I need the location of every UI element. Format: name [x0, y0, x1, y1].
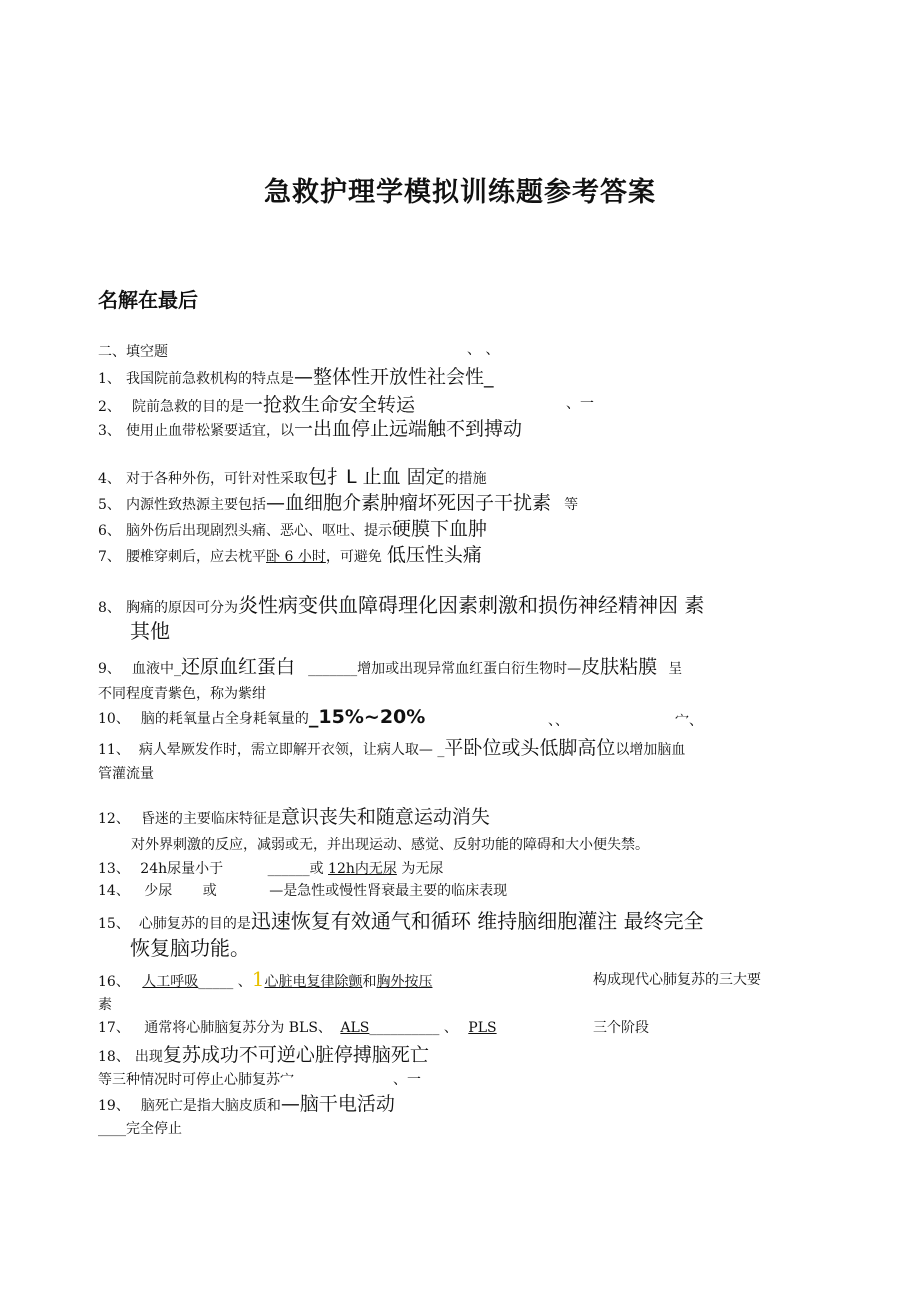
answer: 皮肤粘膜 — [581, 656, 658, 678]
question-16-tail: 构成现代心肺复苏的三大要 — [593, 972, 761, 988]
question-number: 10、 — [98, 711, 130, 727]
question-14 — [98, 880, 507, 900]
section-label: 二、填空题 — [98, 344, 168, 360]
answer: 复苏成功不可逆心脏停搏脑死亡 — [162, 1044, 429, 1066]
question-text: 腰椎穿刺后，应去枕平 — [126, 549, 267, 565]
question-text: 脑的耗氧量占全身耗氧量的 — [140, 711, 309, 727]
blank: _____ — [198, 974, 234, 990]
answer-2: 心脏电复律除颤 — [264, 974, 363, 990]
answer: 迅速恢复有效通气和循环 维持脑细胞灌注 最终完全 — [250, 909, 704, 933]
answer-tail: 的措施 — [444, 471, 487, 487]
question-number: 11、 — [98, 742, 130, 758]
answer-1: ALS — [340, 1020, 370, 1036]
answer-tail: 以增加脑血 — [615, 742, 686, 758]
answer-underlined: 卧 6 小时 — [266, 549, 326, 565]
answer-2: PLS — [468, 1020, 497, 1036]
question-7 — [98, 540, 482, 567]
question-19-line2 — [98, 1118, 182, 1138]
question-4 — [98, 462, 487, 489]
question-number: 7、 — [98, 549, 121, 565]
question-number: 17、 — [98, 1020, 130, 1036]
answer-underlined: 12h内无尿 — [328, 861, 397, 877]
question-text: 少尿 — [144, 883, 173, 899]
question-text: 脑死亡是指大脑皮质和 — [140, 1098, 281, 1114]
answer: —整体性开放性社会性_ — [294, 366, 494, 388]
answer: 炎性病变供血障碍理化因素刺激和损伤神经精神因 素 — [238, 593, 705, 617]
separator: 、 — [443, 1020, 458, 1036]
question-15-line2: 恢复脑功能。 — [130, 936, 250, 960]
question-10-tail2: 宀、 — [675, 713, 703, 729]
question-number: 5、 — [98, 497, 121, 513]
answer: 意识丧失和随意运动消失 — [280, 806, 490, 828]
question-10-tail1: 、、 — [548, 713, 569, 729]
answer: 包扌L 止血 固定 — [308, 466, 445, 488]
answer: 还原血红蛋白 — [181, 656, 296, 678]
question-number: 2、 — [98, 399, 121, 415]
question-12-line2: 对外界刺激的反应，减弱或无，并出现运动、感觉、反射功能的障碍和大小便失禁。 — [131, 837, 649, 853]
question-text: 昏迷的主要临床特征是 — [140, 811, 281, 827]
question-number: 15、 — [98, 916, 130, 932]
question-text: 病人晕厥发作时，需立即解开衣领，让病人取— _ — [138, 742, 445, 758]
page-title: 急救护理学模拟训练题参考答案 — [264, 177, 656, 208]
question-text: 内源性致热源主要包括 — [126, 497, 267, 513]
question-text: 血液中_ — [132, 661, 182, 677]
question-number: 9、 — [98, 661, 121, 677]
question-1 — [98, 362, 494, 389]
answer: 一出血停止远端触不到搏动 — [294, 418, 523, 440]
question-number: 3、 — [98, 423, 121, 439]
answer: 硬膜下血肿 — [392, 518, 488, 540]
question-13 — [98, 858, 443, 878]
question-17-tail: 三个阶段 — [593, 1020, 649, 1036]
question-number: 12、 — [98, 811, 130, 827]
answer-tail: 呈 — [668, 661, 683, 677]
question-text-mid: 或 — [309, 861, 324, 877]
section-heading: 名解在最后 — [98, 288, 198, 312]
separator: 、 — [237, 974, 252, 990]
question-18 — [98, 1040, 429, 1067]
question-text: 使用止血带松紧要适宜，以 — [126, 423, 295, 439]
question-3 — [98, 414, 522, 441]
question-12 — [98, 802, 490, 829]
question-6 — [98, 514, 487, 541]
question-number: 14、 — [98, 883, 130, 899]
answer: —血细胞介素肿瘤坏死因子干扰素 — [266, 492, 552, 514]
question-16-line2: 素 — [98, 997, 112, 1013]
yellow-mark: 1 — [251, 967, 265, 991]
question-number: 16、 — [98, 974, 130, 990]
answer: —脑干电活动 — [280, 1093, 395, 1115]
answer-tail: 为无尿 — [401, 861, 444, 877]
question-number: 13、 — [98, 861, 130, 877]
blank: ____ — [98, 1121, 126, 1137]
question-number: 1、 — [98, 371, 121, 387]
answer-tail: —是急性或慢性肾衰最主要的临床表现 — [269, 883, 508, 899]
question-number: 6、 — [98, 523, 121, 539]
question-text: 脑外伤后出现剧烈头痛、恶心、呕吐、提示 — [126, 523, 393, 539]
question-17 — [98, 1017, 497, 1037]
question-text: 24h尿量小于 — [140, 861, 224, 877]
conjunction: 和 — [362, 974, 377, 990]
answer: 平卧位或头低脚高位 — [444, 737, 616, 759]
question-5 — [98, 488, 578, 515]
question-2-tail: 、一 — [566, 396, 594, 412]
question-9-line2: 不同程度青紫色，称为紫绀 — [98, 686, 266, 702]
question-2 — [98, 390, 415, 417]
blank: __________ — [369, 1020, 440, 1036]
question-text: 胸痛的原因可分为 — [126, 600, 239, 616]
question-number: 18、 — [98, 1049, 130, 1065]
question-text-mid: 或 — [202, 883, 217, 899]
blank: ______ — [267, 861, 310, 877]
question-text: 心肺复苏的目的是 — [138, 916, 251, 932]
question-15 — [98, 905, 704, 934]
answer: 一抢救生命安全转运 — [244, 394, 416, 416]
question-19-text: 完全停止 — [126, 1121, 182, 1137]
question-9 — [98, 652, 682, 679]
question-11 — [98, 733, 685, 760]
answer-3: 胸外按压 — [376, 974, 433, 990]
blank: _______ — [308, 661, 358, 677]
question-19 — [98, 1089, 395, 1116]
question-text: 对于各种外伤，可针对性采取 — [126, 471, 309, 487]
question-number: 8、 — [98, 600, 121, 616]
question-11-line2: 管灌流量 — [98, 766, 154, 782]
question-text: 院前急救的目的是 — [132, 399, 245, 415]
answer: 低压性头痛 — [386, 544, 482, 566]
question-text-mid: 增加或出现异常血红蛋白衍生物时— — [357, 661, 582, 677]
question-18-tail: 、一 — [393, 1072, 421, 1088]
answer-1: 人工呼吸 — [142, 974, 199, 990]
answer-tail: 等 — [564, 497, 579, 513]
question-18-line2: 等三种情况时可停止心肺复苏宀 — [98, 1072, 294, 1088]
question-number: 4、 — [98, 471, 121, 487]
question-text: 出现 — [134, 1049, 163, 1065]
question-8-line2: 其他 — [130, 619, 170, 643]
question-number: 19、 — [98, 1098, 130, 1114]
question-text: 通常将心肺脑复苏分为 BLS、 — [144, 1020, 332, 1036]
question-text: 我国院前急救机构的特点是 — [126, 371, 295, 387]
question-10 — [98, 706, 425, 728]
question-8 — [98, 589, 704, 618]
question-16 — [98, 967, 432, 991]
answer: _15%~20% — [308, 706, 426, 728]
question-text-mid: ，可避免 — [325, 549, 382, 565]
section-marks: 、 、 — [467, 342, 500, 358]
